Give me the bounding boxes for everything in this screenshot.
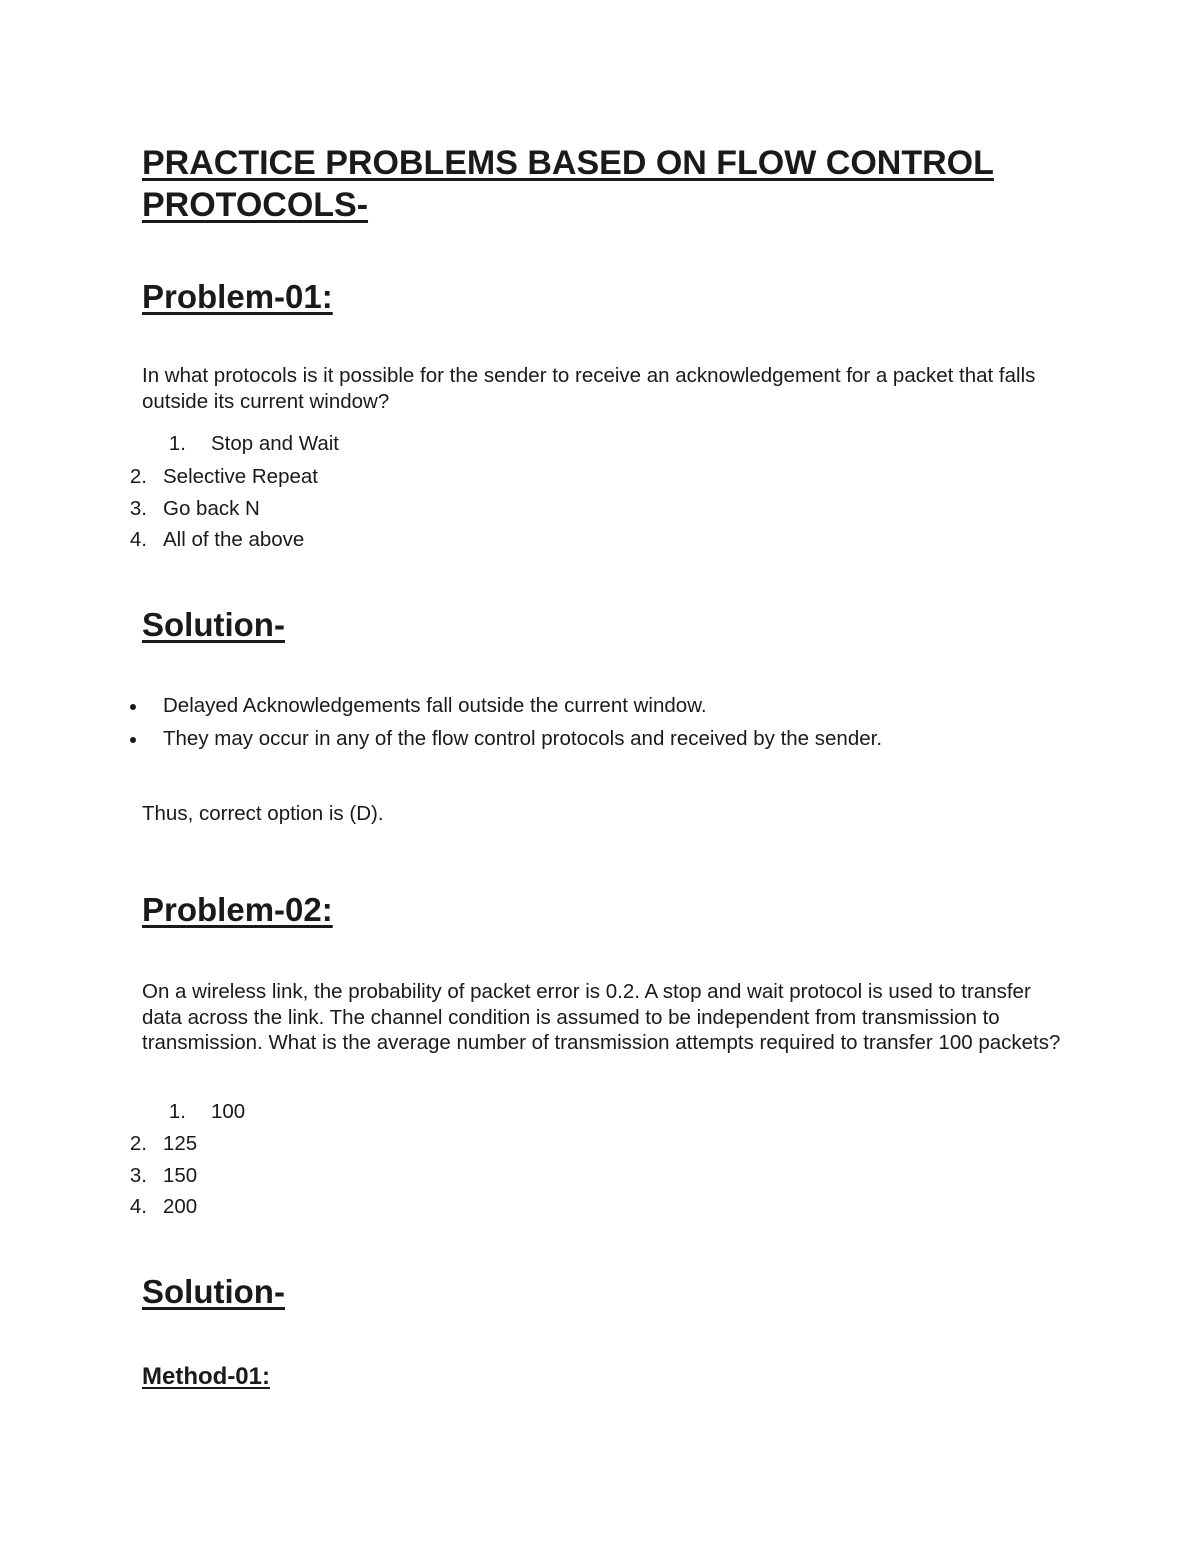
option-text: Go back N [163, 497, 260, 520]
problem-01-heading: Problem-01: [142, 278, 333, 315]
option-text: 150 [163, 1164, 198, 1187]
problem-02-heading: Problem-02: [142, 891, 333, 928]
option-number: 2. [129, 465, 147, 488]
bullet-icon [130, 737, 136, 743]
problem-02-question: On a wireless link, the probability of packet error is 0.2. A stop and wait protocol is used to transfer data across the link. The channel condition is assumed to be independent from transmission to transmission. What is the average number of transmission attempts required to transfer 100 packets? [142, 980, 1061, 1054]
option-text: All of the above [163, 528, 305, 551]
option-text: 100 [211, 1100, 246, 1123]
option-text: Selective Repeat [163, 465, 318, 488]
bullet-icon [130, 704, 136, 710]
problem-01-conclusion: Thus, correct option is (D). [142, 802, 384, 825]
method-01-heading: Method-01: [142, 1363, 270, 1390]
bullet-text: They may occur in any of the flow control protocols and received by the sender. [163, 727, 883, 750]
option-number: 3. [129, 1164, 147, 1187]
problem-01-solution-heading: Solution- [142, 606, 285, 643]
option-text: Stop and Wait [211, 432, 340, 455]
option-number: 1. [168, 1100, 186, 1123]
option-number: 3. [129, 497, 147, 520]
problem-01-question: In what protocols is it possible for the sender to receive an acknowledgement for a packet that falls outside its current window? [142, 364, 1036, 413]
option-number: 4. [129, 528, 147, 551]
option-text: 125 [163, 1132, 198, 1155]
option-number: 4. [129, 1195, 147, 1218]
option-text: 200 [163, 1195, 198, 1218]
bullet-text: Delayed Acknowledgements fall outside the current window. [163, 694, 707, 717]
problem-02-solution-heading: Solution- [142, 1273, 285, 1310]
document-title: PRACTICE PROBLEMS BASED ON FLOW CONTROL PROTOCOLS- [142, 144, 994, 224]
option-number: 2. [129, 1132, 147, 1155]
option-number: 1. [168, 432, 186, 455]
